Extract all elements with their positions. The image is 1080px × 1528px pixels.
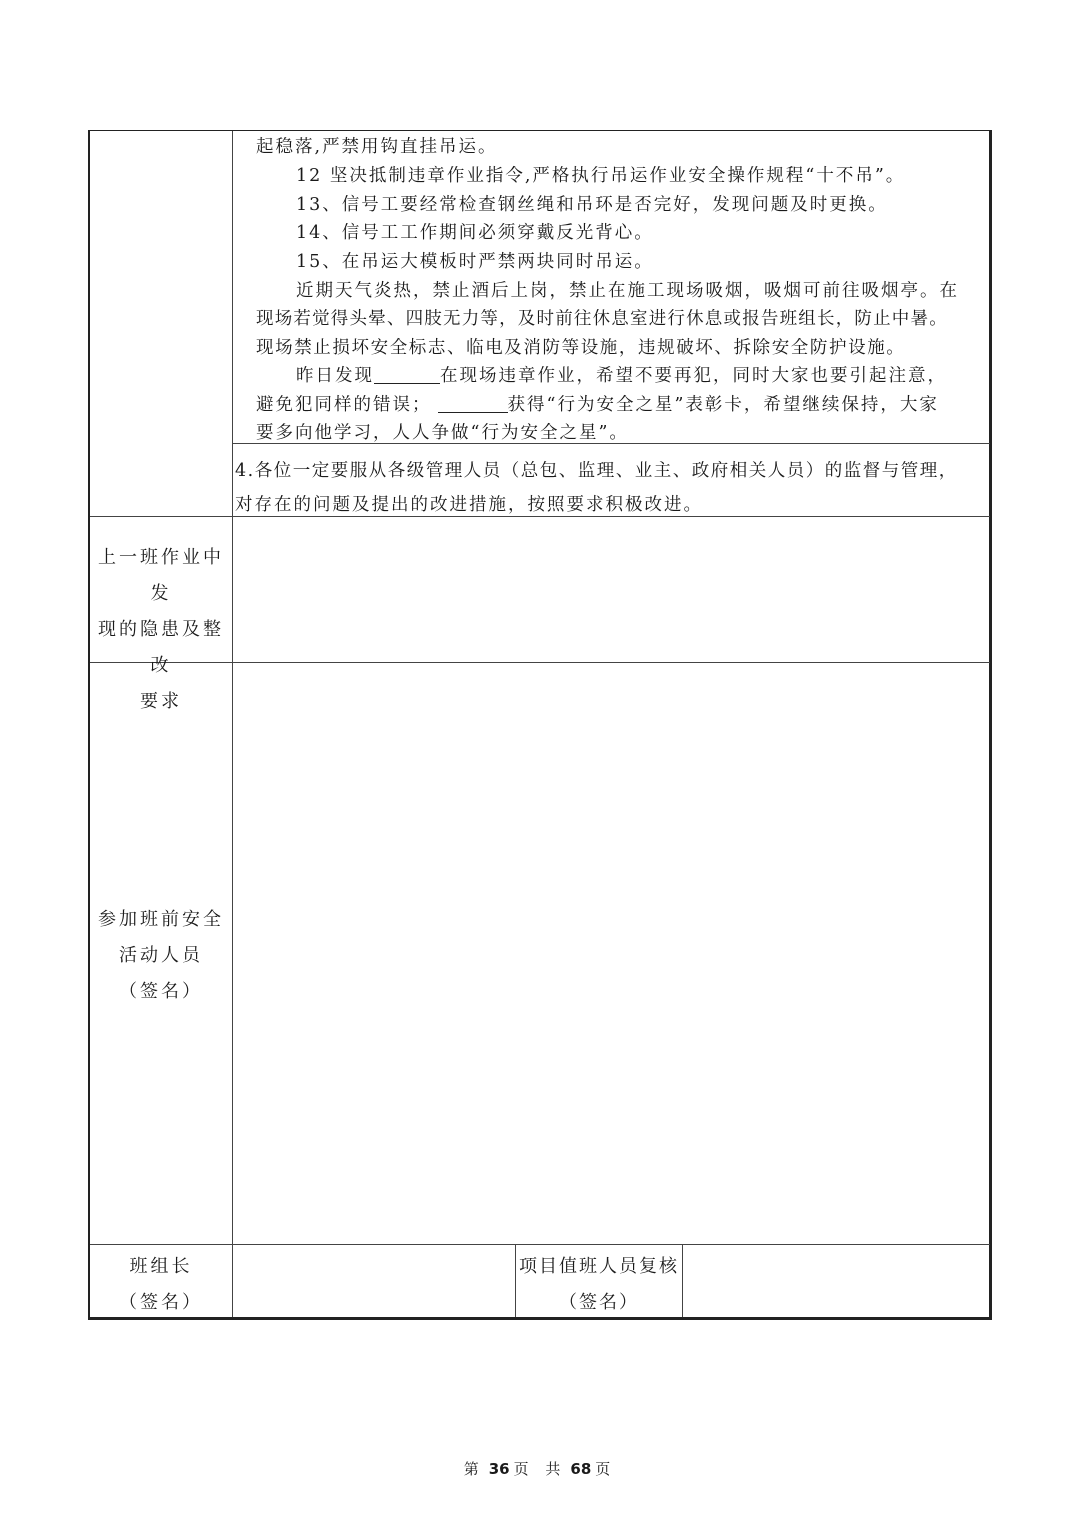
violation-prefix: 昨日发现 (296, 366, 374, 386)
violation-notice-line3: 要多向他学习，人人争做“行为安全之星”。 (256, 423, 629, 443)
rule-item-14: 14、信号工工作期间必须穿戴反光背心。 (296, 223, 654, 243)
reviewer-label: 项目值班人员复核 （签名） (519, 1256, 679, 1313)
avoid-text: 避免犯同样的错误； (256, 395, 432, 415)
violation-text: 在现场违章作业，希望不要再犯，同时大家也要引起注意， (440, 366, 947, 386)
participants-signature-area[interactable] (234, 664, 989, 1243)
hazards-label: 上一班作业中发 现的隐患及整改 要求 (98, 547, 224, 712)
item4-line1: 4.各位一定要服从各级管理人员（总包、监理、业主、政府相关人员）的监督与管理， (235, 461, 958, 481)
star-award-text: 获得“行为安全之星”表彰卡，希望继续保持，大家 (507, 395, 939, 415)
row-divider (90, 1244, 990, 1245)
violation-notice-line2 (256, 391, 939, 416)
reviewer-signature-field[interactable] (684, 1246, 989, 1316)
row-divider (90, 516, 990, 517)
weather-notice-line3: 现场禁止损坏安全标志、临电及消防等设施，违规破坏、拆除安全防护设施。 (256, 338, 906, 358)
column-divider (232, 131, 233, 1317)
weather-notice-line2: 现场若觉得头晕、四肢无力等，及时前往休息室进行休息或报告班组长，防止中暑。 (256, 309, 948, 329)
current-page: 36 (488, 1460, 510, 1478)
star-name-blank[interactable] (438, 394, 508, 413)
page-number: 第 36 页 共 68 页 (463, 1460, 617, 1478)
participants-label: 参加班前安全 活动人员 （签名） (98, 909, 224, 1002)
rule-continuation: 起稳落,严禁用钩直挂吊运。 (256, 137, 498, 157)
rule-item-15: 15、在吊运大模板时严禁两块同时吊运。 (296, 252, 654, 272)
team-leader-label: 班组长 （签名） (119, 1256, 203, 1313)
violation-notice-line1 (296, 362, 947, 387)
total-pages: 68 (570, 1460, 592, 1478)
team-leader-signature-field[interactable] (234, 1246, 514, 1316)
rule-item-12: 12 坚决抵制违章作业指令,严格执行吊运作业安全操作规程“十不吊”。 (296, 166, 906, 186)
item4-line2: 对存在的问题及提出的改进措施，按照要求积极改进。 (235, 495, 703, 515)
weather-notice-line1: 近期天气炎热，禁止酒后上岗，禁止在施工现场吸烟，吸烟可前往吸烟亭。在 (296, 281, 959, 301)
rule-item-13: 13、信号工要经常检查钢丝绳和吊环是否完好，发现问题及时更换。 (296, 195, 888, 215)
column-divider (682, 1245, 683, 1317)
hazards-input-area[interactable] (234, 518, 989, 661)
violator-name-blank[interactable] (374, 365, 440, 384)
